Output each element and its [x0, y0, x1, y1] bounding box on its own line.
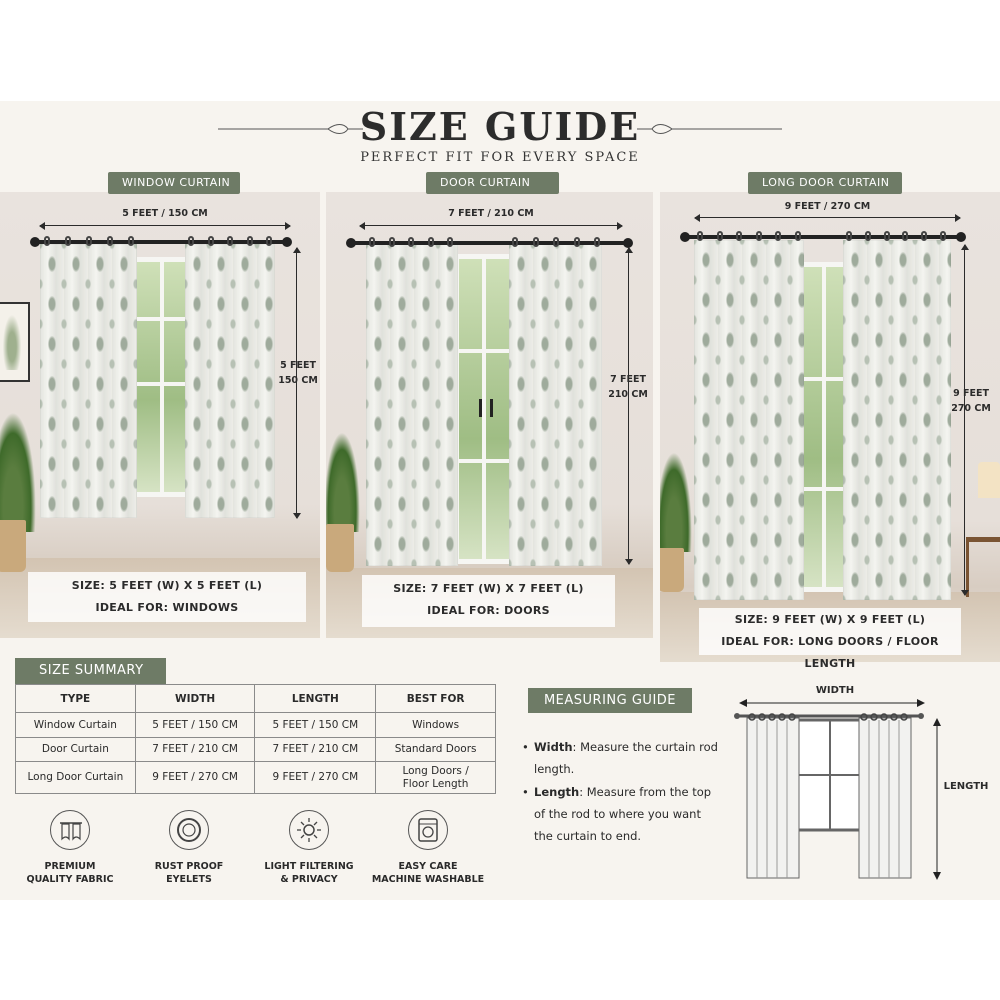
length-arrow — [964, 245, 965, 595]
table-row — [16, 737, 496, 762]
feature-line: & PRIVACY — [280, 874, 338, 885]
column-header: TYPE — [16, 685, 136, 713]
eyelet-rings — [188, 236, 272, 246]
table-cell: Door Curtain — [16, 737, 136, 762]
width-arrow — [695, 217, 960, 218]
measuring-diagram — [725, 680, 995, 885]
width-label: 7 FEET / 210 CM — [448, 208, 534, 219]
size-line: SIZE: 5 FEET (W) X 5 FEET (L) — [71, 579, 263, 592]
eyelet-ring-icon — [169, 810, 209, 850]
table-cell: 5 FEET / 150 CM — [255, 713, 376, 738]
curtain-panel-right — [185, 244, 275, 518]
measuring-guide-tag: MEASURING GUIDE — [528, 688, 692, 713]
door-curtain-info — [362, 575, 615, 627]
ideal-line: IDEAL FOR: LONG DOORS / FLOOR LENGTH — [721, 635, 939, 670]
bullet-icon: • — [522, 740, 529, 754]
table-cell: 7 FEET / 210 CM — [135, 737, 255, 762]
length-label-cm: 270 CM — [951, 403, 991, 414]
eyelet-rings — [846, 231, 946, 241]
ideal-line: IDEAL FOR: WINDOWS — [95, 601, 239, 614]
column-header: LENGTH — [255, 685, 376, 713]
column-header: BEST FOR — [376, 685, 496, 713]
length-label-cm: 150 CM — [278, 375, 318, 386]
table-cell: 9 FEET / 270 CM — [135, 762, 255, 794]
feature-line: MACHINE WASHABLE — [371, 874, 485, 885]
length-arrow — [628, 248, 629, 564]
table-cell: Long Door Curtain — [16, 762, 136, 794]
curtain-panel-right — [843, 240, 951, 600]
diagram-length-label: LENGTH — [943, 781, 989, 792]
width-text: : Measure the curtain rod length. — [534, 740, 718, 776]
table-header-row — [16, 685, 496, 713]
column-header: WIDTH — [135, 685, 255, 713]
size-line: SIZE: 7 FEET (W) X 7 FEET (L) — [393, 582, 584, 595]
washing-machine-icon — [408, 810, 448, 850]
diagram-width-label: WIDTH — [815, 685, 855, 696]
sun-icon — [289, 810, 329, 850]
eyelet-rings — [512, 237, 600, 247]
tag-window-curtain: WINDOW CURTAIN — [108, 172, 240, 194]
page-subtitle: PERFECT FIT FOR EVERY SPACE — [360, 150, 640, 165]
tag-long-door-curtain: LONG DOOR CURTAIN — [748, 172, 902, 194]
length-label-feet: 7 FEET — [610, 374, 646, 385]
size-line: SIZE: 9 FEET (W) X 9 FEET (L) — [734, 613, 926, 626]
length-label-cm: 210 CM — [608, 389, 648, 400]
curtain-panel-left — [366, 244, 458, 566]
length-label-feet: 9 FEET — [953, 388, 989, 399]
page-title: SIZE GUIDE — [359, 104, 641, 149]
potted-plant — [326, 432, 360, 572]
eyelet-rings — [369, 237, 453, 247]
feature-easy-care — [368, 810, 488, 886]
feature-line: EASY CARE — [398, 861, 458, 872]
feature-line: QUALITY FABRIC — [26, 874, 114, 885]
door-curtain-panel — [326, 192, 653, 638]
potted-plant — [660, 452, 692, 592]
width-arrow — [360, 225, 622, 226]
window — [132, 257, 192, 497]
table-cell: 9 FEET / 270 CM — [255, 762, 376, 794]
width-instruction — [522, 736, 722, 780]
length-term: Length — [534, 785, 580, 799]
feature-premium-fabric — [10, 810, 130, 886]
width-label: 5 FEET / 150 CM — [122, 208, 208, 219]
feature-line: LIGHT FILTERING — [264, 861, 354, 872]
ideal-line: IDEAL FOR: DOORS — [427, 604, 550, 617]
length-instruction — [522, 781, 722, 847]
table-cell: Standard Doors — [376, 737, 496, 762]
width-term: Width — [534, 740, 573, 754]
table-row — [16, 713, 496, 738]
bullet-icon: • — [522, 785, 529, 799]
table-lamp — [978, 462, 1000, 498]
feature-rust-proof — [129, 810, 249, 886]
table-cell: Windows — [376, 713, 496, 738]
length-label-feet: 5 FEET — [280, 360, 316, 371]
feature-line: EYELETS — [166, 874, 212, 885]
eyelet-rings — [697, 231, 801, 241]
width-label: 9 FEET / 270 CM — [784, 201, 871, 212]
curtain-panel-left — [694, 240, 804, 600]
long-door-curtain-panel — [660, 192, 1000, 662]
table-cell: 7 FEET / 210 CM — [255, 737, 376, 762]
table-cell: 5 FEET / 150 CM — [135, 713, 255, 738]
length-text: : Measure from the top of the rod to where you want the curtain to end. — [534, 785, 712, 843]
cell-line: Floor Length — [402, 777, 469, 790]
wall-art — [0, 302, 30, 382]
curtain-icon — [50, 810, 90, 850]
curtain-panel-left — [40, 244, 137, 518]
size-summary-tag: SIZE SUMMARY — [15, 658, 166, 684]
eyelet-rings — [44, 236, 134, 246]
table-row — [16, 762, 496, 794]
feature-line: RUST PROOF — [154, 861, 224, 872]
feature-light-filtering — [249, 810, 369, 886]
size-summary-table — [15, 684, 496, 794]
table-cell: Window Curtain — [16, 713, 136, 738]
curtain-panel-right — [509, 244, 602, 566]
width-arrow — [40, 225, 290, 226]
side-table — [966, 537, 1000, 597]
cell-line: Long Doors / — [402, 764, 469, 777]
feature-line: PREMIUM — [44, 861, 96, 872]
long-door-curtain-info — [699, 608, 961, 670]
table-cell — [376, 762, 496, 794]
potted-plant — [0, 412, 36, 572]
tag-door-curtain: DOOR CURTAIN — [426, 172, 559, 194]
french-door — [454, 254, 514, 564]
window-curtain-info — [28, 572, 306, 622]
